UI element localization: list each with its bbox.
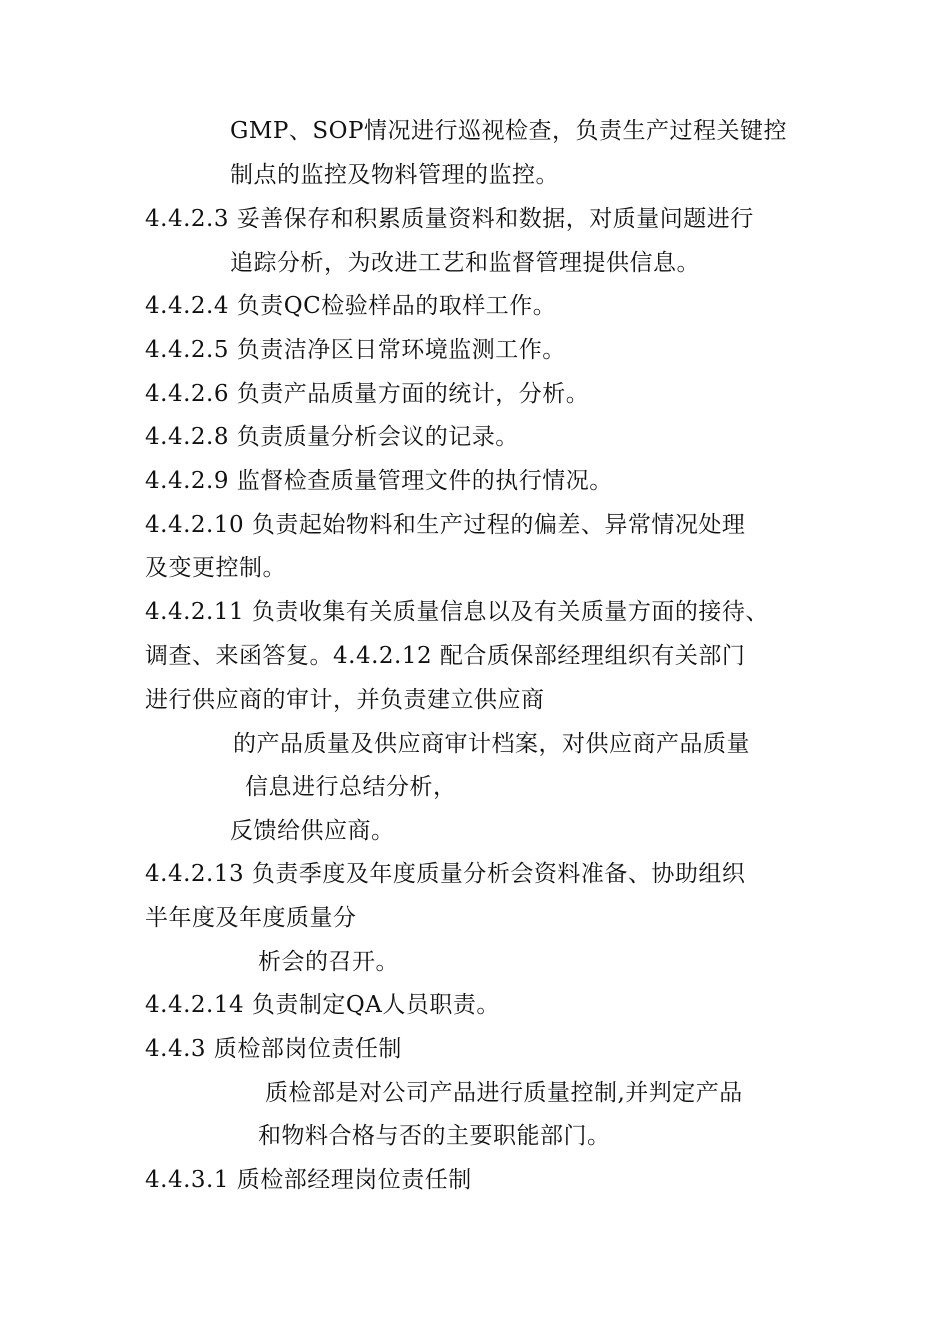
text-line: 追踪分析，为改进工艺和监督管理提供信息。 (230, 250, 700, 276)
text-line: 4.4.2.10 负责起始物料和生产过程的偏差、异常情况处理 (145, 512, 746, 538)
text-line: 4.4.2.6 负责产品质量方面的统计，分析。 (145, 381, 590, 407)
text-line: 进行供应商的审计，并负责建立供应商 (145, 687, 545, 713)
text-line: 的产品质量及供应商审计档案，对供应商产品质量 (233, 731, 750, 757)
text-line: 4.4.2.5 负责洁净区日常环境监测工作。 (145, 337, 566, 363)
text-line: 及变更控制。 (145, 555, 286, 581)
section-heading: 4.4.3.1 质检部经理岗位责任制 (145, 1167, 472, 1193)
text-line: 析会的召开。 (258, 949, 399, 975)
text-line: GMP、SOP情况进行巡视检查，负责生产过程关键控 (230, 118, 787, 144)
text-line: 质检部是对公司产品进行质量控制,并判定产品 (265, 1080, 743, 1106)
text-line: 调查、来函答复。4.4.2.12 配合质保部经理组织有关部门 (145, 643, 746, 669)
text-line: 4.4.2.3 妥善保存和积累质量资料和数据，对质量问题进行 (145, 206, 754, 232)
text-line: 制点的监控及物料管理的监控。 (230, 162, 559, 188)
text-line: 反馈给供应商。 (230, 818, 395, 844)
text-line: 信息进行总结分析， (245, 774, 457, 800)
text-line: 4.4.2.4 负责QC检验样品的取样工作。 (145, 293, 557, 319)
text-line: 4.4.2.13 负责季度及年度质量分析会资料准备、协助组织 (145, 861, 746, 887)
text-line: 4.4.2.9 监督检查质量管理文件的执行情况。 (145, 468, 613, 494)
section-heading: 4.4.3 质检部岗位责任制 (145, 1036, 402, 1062)
text-line: 4.4.2.11 负责收集有关质量信息以及有关质量方面的接待、 (145, 599, 769, 625)
text-line: 4.4.2.14 负责制定QA人员职责。 (145, 992, 500, 1018)
text-line: 4.4.2.8 负责质量分析会议的记录。 (145, 424, 519, 450)
text-line: 和物料合格与否的主要职能部门。 (258, 1123, 611, 1149)
text-line: 半年度及年度质量分 (145, 905, 357, 931)
